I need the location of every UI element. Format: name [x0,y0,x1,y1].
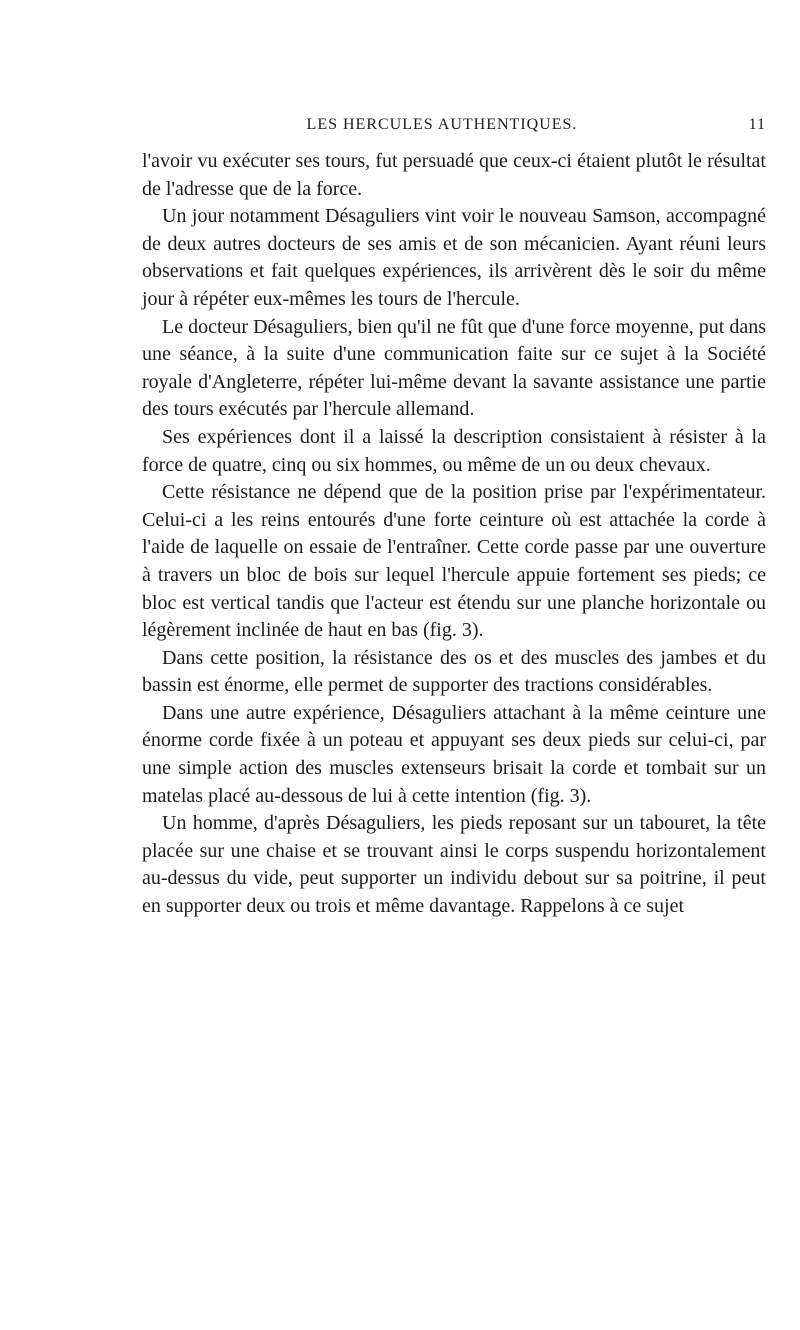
paragraph: Dans une autre expérience, Désaguliers attachant à la même ceinture une énorme corde fixée à un poteau et appuyant ses deux pieds sur celui-ci, par une simple action des muscles extenseurs brisait la corde et tombait sur un matelas placé au-dessous de lui à cette intention (fig. 3). [142,701,766,807]
paragraph: Le docteur Désaguliers, bien qu'il ne fût que d'une force moyenne, put dans une séance, à la suite d'une communication faite sur ce sujet à la Société royale d'Angleterre, répéter lui-même devant la savante assistance une partie des tours exécutés par l'hercule allemand. [142,315,766,421]
paragraph: Un homme, d'après Désaguliers, les pieds reposant sur un tabouret, la tête placée sur une chaise et se trouvant ainsi le corps suspendu horizontalement au-dessus du vide, peut supporter un individu debout sur sa poitrine, il peut en supporter deux ou trois et même davantage. Rappelons à ce sujet [142,812,766,918]
paragraph: Dans cette position, la résistance des os et des muscles des jambes et du bassin est énorme, elle permet de supporter des tractions considérables. [142,646,766,697]
running-head [142,116,766,138]
body-text [142,148,766,921]
paragraph: Un jour notamment Désaguliers vint voir le nouveau Samson, accompagné de deux autres docteurs de ses amis et de son mécanicien. Ayant réuni leurs observations et fait quelques expériences, ils arrivèrent dès le soir du même jour à répéter eux-mêmes les tours de l'hercule. [142,205,766,310]
page-number: 11 [748,116,766,133]
running-title: LES HERCULES AUTHENTIQUES. [306,116,578,133]
paragraph: Cette résistance ne dépend que de la position prise par l'expérimentateur. Celui-ci a les reins entourés d'une forte ceinture où est attachée la corde à l'aide de laquelle on essaie de l'entraîner. Cette corde passe par une ouverture à travers un bloc de bois sur lequel l'hercule appuie fortement ses pieds; ce bloc est vertical tandis que l'acteur est étendu sur une planche horizontale ou légèrement inclinée de haut en bas (fig. 3). [142,481,766,642]
paragraph: l'avoir vu exécuter ses tours, fut persuadé que ceux-ci étaient plutôt le résultat de l'adresse que de la force. [142,150,766,200]
paragraph: Ses expériences dont il a laissé la description consistaient à résister à la force de quatre, cinq ou six hommes, ou même de un ou deux chevaux. [142,425,766,476]
